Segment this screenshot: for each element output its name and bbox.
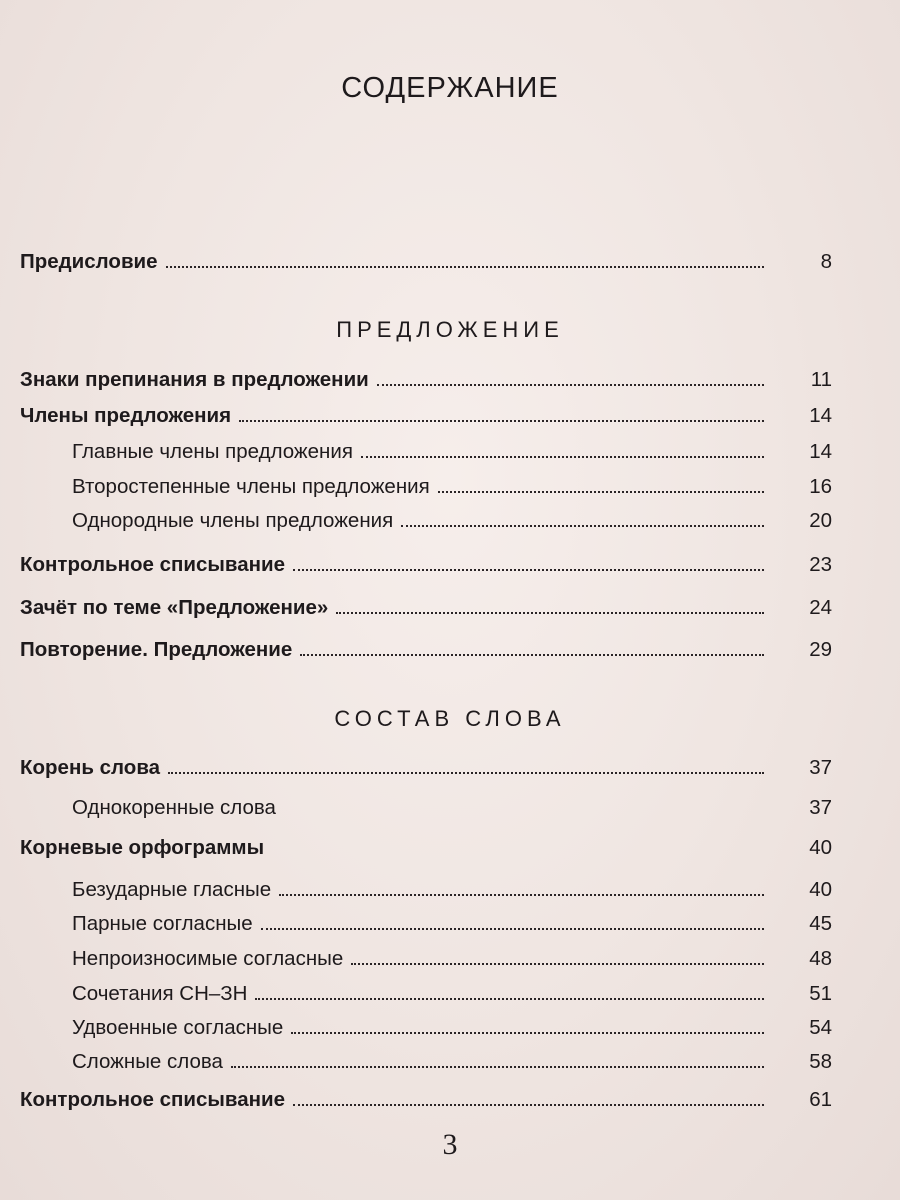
toc-entry — [0, 465, 900, 499]
leader-dots — [293, 569, 764, 571]
toc-entry-page: 14 — [809, 440, 832, 463]
toc-entry — [0, 1078, 900, 1112]
toc-entry — [0, 628, 900, 662]
toc-entry-page: 45 — [809, 912, 832, 935]
page-title: СОДЕРЖАНИЕ — [341, 72, 559, 104]
toc-entry-label: Знаки препинания в предложении — [20, 368, 369, 391]
leader-dots — [261, 928, 764, 930]
toc-entry-page: 11 — [810, 368, 832, 391]
leader-dots — [300, 654, 764, 656]
toc-entry-page: 14 — [809, 404, 832, 427]
toc-entry-page: 37 — [809, 756, 832, 779]
toc-entry — [0, 499, 900, 533]
leader-dots — [168, 772, 764, 774]
leader-dots — [351, 963, 764, 965]
toc-entry-label: Повторение. Предложение — [20, 638, 293, 661]
toc-entry-page: 58 — [809, 1050, 832, 1073]
leader-dots — [255, 998, 764, 1000]
toc-entry-page: 24 — [809, 596, 832, 619]
section-heading: ПРЕДЛОЖЕНИЕ — [336, 317, 564, 342]
toc-entry-label: Удвоенные согласные — [72, 1016, 284, 1039]
toc-entry-page: 61 — [809, 1088, 832, 1111]
leader-dots — [166, 266, 764, 268]
leader-dots — [401, 525, 764, 527]
toc-entry-label: Второстепенные члены предложения — [72, 475, 430, 498]
toc-entry-label: Однородные члены предложения — [72, 509, 394, 532]
toc-entry-page: 20 — [809, 509, 832, 532]
toc-entry-page: 16 — [809, 475, 832, 498]
toc-entry-label: Контрольное списывание — [20, 553, 286, 576]
toc-entry — [0, 868, 900, 902]
toc-entry-page: 40 — [809, 836, 832, 859]
toc-entry — [0, 786, 900, 820]
toc-entry-label: Однокоренные слова — [72, 796, 276, 819]
page-number: 3 — [442, 1128, 458, 1161]
toc-entry-label: Предисловие — [20, 250, 158, 273]
toc-entry-page: 37 — [809, 796, 832, 819]
toc-entry — [0, 358, 900, 392]
toc-entry — [0, 902, 900, 936]
toc-entry-label: Члены предложения — [20, 404, 232, 427]
leader-dots — [293, 1104, 764, 1106]
leader-dots — [361, 456, 764, 458]
toc-entry-label: Непроизносимые согласные — [72, 947, 344, 970]
toc-entry-preface — [0, 240, 900, 274]
toc-entry-page: 48 — [809, 947, 832, 970]
toc-entry — [0, 586, 900, 620]
toc-entry-label: Зачёт по теме «Предложение» — [20, 596, 329, 619]
toc-entry-label: Парные согласные — [72, 912, 253, 935]
toc-entry-label: Контрольное списывание — [20, 1088, 286, 1111]
leader-dots — [291, 1032, 764, 1034]
toc-entry-page: 23 — [809, 553, 832, 576]
toc-entry — [0, 394, 900, 428]
toc-entry-label: Корневые орфограммы — [20, 836, 265, 859]
toc-entry-page: 51 — [809, 982, 832, 1005]
leader-dots — [377, 384, 764, 386]
toc-entry — [0, 972, 900, 1006]
toc-entry — [0, 1040, 900, 1074]
toc-entry — [0, 430, 900, 464]
leader-dots — [336, 612, 764, 614]
leader-dots — [239, 420, 764, 422]
toc-entry-page: 54 — [809, 1016, 832, 1039]
toc-entry — [0, 937, 900, 971]
toc-entry-page: 40 — [809, 878, 832, 901]
toc-entry — [0, 1006, 900, 1040]
leader-dots — [438, 491, 764, 493]
toc-entry — [0, 543, 900, 577]
toc-entry-label: Сложные слова — [72, 1050, 223, 1073]
toc-entry — [0, 746, 900, 780]
section-heading: СОСТАВ СЛОВА — [334, 706, 566, 731]
leader-dots — [231, 1066, 764, 1068]
toc-entry-label: Главные члены предложения — [72, 440, 353, 463]
toc-entry — [0, 826, 900, 860]
leader-dots — [279, 894, 764, 896]
toc-entry-label: Корень слова — [20, 756, 161, 779]
toc-entry-label: Сочетания СН–ЗН — [72, 982, 248, 1005]
toc-entry-page: 8 — [820, 250, 832, 273]
toc-entry-label: Безударные гласные — [72, 878, 272, 901]
toc-entry-page: 29 — [809, 638, 832, 661]
